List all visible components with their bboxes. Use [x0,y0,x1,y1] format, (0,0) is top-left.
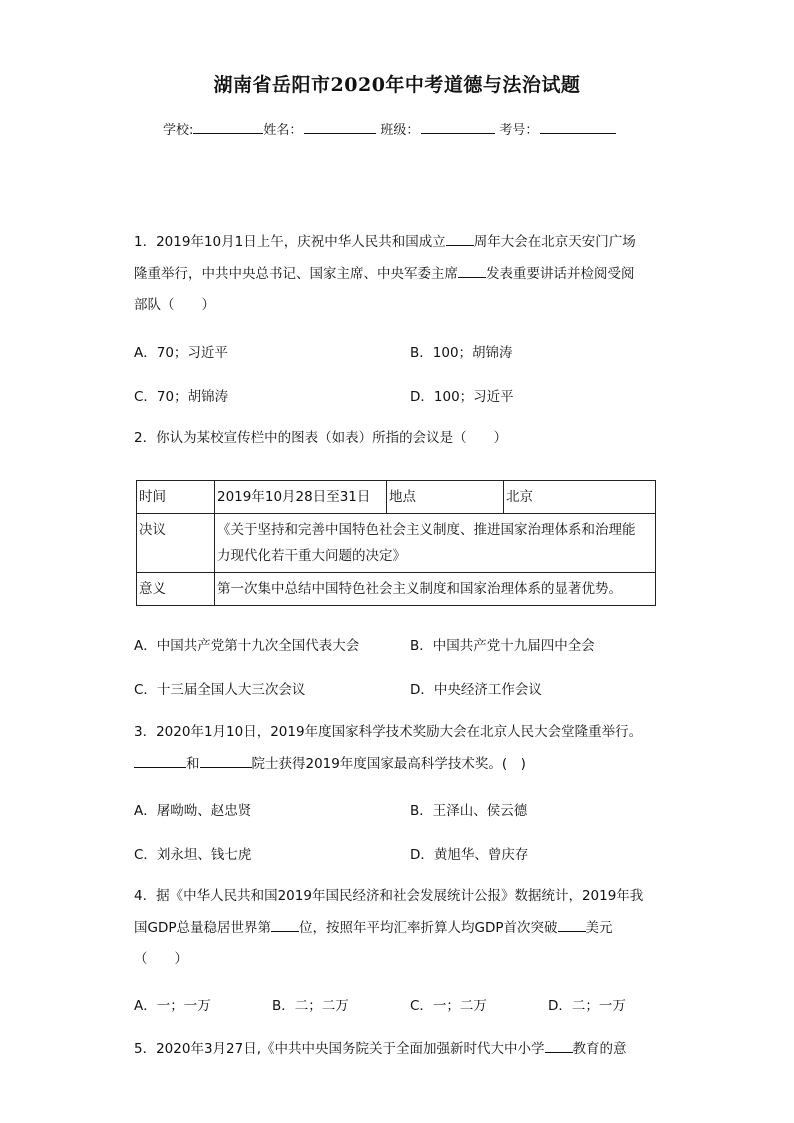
class-label: 班级： [380,123,420,138]
question-1-line-1 [134,232,636,252]
table-row [137,573,656,606]
q4-blank-1 [271,918,299,932]
exam-no-blank [540,121,616,134]
q5-stem-part-2: 教育的意 [572,1041,627,1057]
table-cell-resolution-value [215,514,656,573]
resolution-line-1: 《关于坚持和完善中国特色社会主义制度、推进国家治理体系和治理能 [217,522,636,538]
table-cell-time-label: 时间 [137,481,215,514]
exam-no-label: 考号： [499,123,539,138]
q4-blank-2 [558,918,586,932]
table-cell-place-value: 北京 [504,481,656,514]
q1-stem-part-2: 周年大会在北京天安门广场 [473,234,636,250]
q2-option-a[interactable]: A．中国共产党第十九次全国代表大会 [134,638,360,654]
class-blank [421,121,495,134]
q5-blank-1 [545,1039,573,1053]
q1-option-b[interactable]: B．100；胡锦涛 [410,345,513,361]
question-4-line-3: （ ） [134,951,188,967]
question-5-line-1 [134,1039,627,1059]
q1-option-d[interactable]: D．100；习近平 [410,389,514,405]
q3-stem-and: 和 [186,756,200,772]
q2-option-b[interactable]: B．中国共产党十九届四中全会 [410,638,595,654]
question-4-line-1: 4．据《中华人民共和国2019年国民经济和社会发展统计公报》数据统计，2019年我 [134,888,644,904]
q2-option-d[interactable]: D．中央经济工作会议 [410,682,542,698]
q3-option-c[interactable]: C．刘永坦、钱七虎 [134,847,252,863]
q1-option-c[interactable]: C．70；胡锦涛 [134,389,229,405]
q1-option-a[interactable]: A．70；习近平 [134,345,228,361]
table-row [137,481,656,514]
q3-blank-1 [134,754,186,768]
q3-stem-end: 院士获得2019年度国家最高科学技术奖。( ) [251,756,526,772]
q3-blank-2 [200,754,252,768]
q4-stem-part-2: 位，按照年平均汇率折算人均GDP首次突破 [299,920,558,936]
page-title: 湖南省岳阳市2020年中考道德与法治试题 [213,74,581,96]
school-label: 学校: [163,123,194,138]
q1-stem-part-3: 隆重举行，中共中央总书记、国家主席、中央军委主席 [134,266,458,282]
q3-option-b[interactable]: B．王泽山、侯云德 [410,803,528,819]
table-cell-place-label: 地点 [387,481,504,514]
table-row [137,514,656,573]
table-cell-resolution-label: 决议 [137,514,215,573]
q4-stem-part-3: 美元 [585,920,613,936]
meeting-info-table [136,480,656,606]
q5-stem-part-1: 5．2020年3月27日,《中共中央国务院关于全面加强新时代大中小学 [134,1041,545,1057]
q4-option-a[interactable]: A．一；一万 [134,998,211,1014]
q3-option-d[interactable]: D．黄旭华、曾庆存 [410,847,529,863]
question-3-line-2 [134,754,526,774]
q4-option-b[interactable]: B．二；二万 [272,998,349,1014]
q1-blank-1 [446,232,474,246]
q2-option-c[interactable]: C．十三届全国人大三次会议 [134,682,306,698]
q4-option-d[interactable]: D．二；一万 [548,998,626,1014]
table-cell-significance-value: 第一次集中总结中国特色社会主义制度和国家治理体系的显著优势。 [215,573,656,606]
student-info-line [163,119,616,138]
q1-stem-part-4: 发表重要讲话并检阅受阅 [486,266,635,282]
resolution-line-2: 力现代化若干重大问题的决定》 [217,548,406,564]
q1-stem-part-1: 1．2019年10月1日上午，庆祝中华人民共和国成立 [134,234,446,250]
question-4-line-2 [134,918,613,938]
table-cell-significance-label: 意义 [137,573,215,606]
table-cell-time-value: 2019年10月28日至31日 [215,481,387,514]
q3-option-a[interactable]: A．屠呦呦、赵忠贤 [134,803,252,819]
q1-stem-part-5: 部队（ ） [134,297,215,313]
q4-stem-part-1: 国GDP总量稳居世界第 [134,920,271,936]
question-1-line-2 [134,264,635,284]
name-label: 姓名： [263,123,303,138]
q1-blank-2 [458,264,486,278]
q4-option-c[interactable]: C．一；二万 [410,998,487,1014]
question-2-stem: 2．你认为某校宣传栏中的图表（如表）所指的会议是（ ） [134,430,508,446]
school-blank [193,121,263,134]
question-3-line-1: 3．2020年1月10日，2019年度国家科学技术奖励大会在北京人民大会堂隆重举行。 [134,724,643,740]
name-blank [304,121,376,134]
